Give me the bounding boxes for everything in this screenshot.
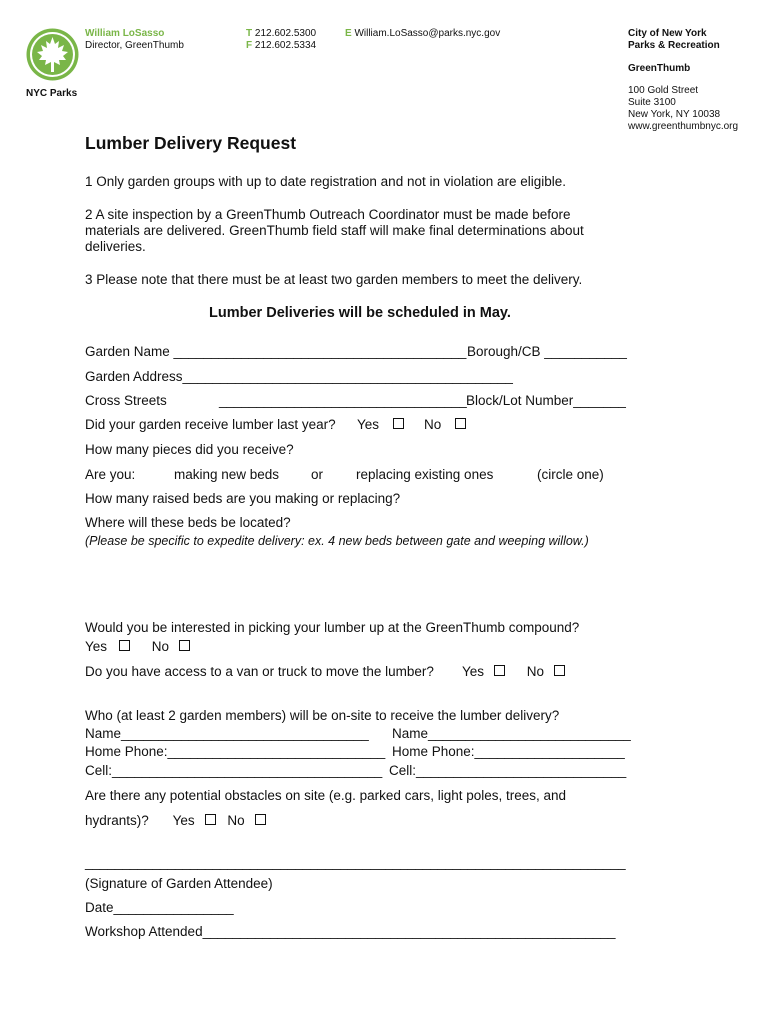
pickup-options[interactable] — [85, 639, 190, 655]
no-label: No — [151, 639, 170, 654]
checkbox[interactable] — [119, 640, 130, 651]
member1-name-field[interactable]: Name_________________________________ — [85, 726, 369, 741]
checkbox[interactable] — [255, 814, 266, 825]
rule-3: 3 Please note that there must be at least two garden members to meet the delivery. — [85, 272, 583, 287]
van-options[interactable] — [462, 664, 565, 680]
member1-phone-field[interactable]: Home Phone:_____________________________ — [85, 744, 386, 759]
address-line2: Suite 3100 — [628, 97, 676, 108]
member2-name-field[interactable]: Name___________________________ — [392, 726, 631, 741]
yes-label: Yes — [462, 664, 485, 679]
garden-name-field[interactable]: Garden Name _______________________________________ — [85, 344, 467, 359]
checkbox[interactable] — [179, 640, 190, 651]
contact-title: Director, GreenThumb — [85, 40, 184, 51]
checkbox[interactable] — [393, 418, 404, 429]
no-label: No — [526, 664, 545, 679]
cross-streets-label: Cross Streets — [85, 393, 167, 408]
no-label: No — [227, 813, 245, 828]
option-or: or — [311, 467, 324, 482]
email-line — [345, 28, 500, 40]
checkbox[interactable] — [554, 665, 565, 676]
checkbox[interactable] — [494, 665, 505, 676]
workshop-field[interactable]: Workshop Attended_______________________________________________________ — [85, 924, 616, 939]
address-line1: 100 Gold Street — [628, 85, 699, 96]
checkbox[interactable] — [455, 418, 466, 429]
phone-number: 212.602.5300 — [254, 28, 317, 39]
block-lot-field[interactable]: Block/Lot Number_______ — [466, 393, 626, 408]
website[interactable]: www.greenthumbnyc.org — [628, 121, 739, 132]
logo-label: NYC Parks — [26, 88, 78, 99]
date-field[interactable]: Date________________ — [85, 900, 234, 915]
address-line3: New York, NY 10038 — [628, 109, 721, 120]
yes-label: Yes — [357, 417, 380, 432]
lumber-last-year-yes[interactable] — [357, 417, 404, 433]
signature-label: (Signature of Garden Attendee) — [85, 876, 273, 891]
circle-one-hint: (circle one) — [537, 467, 604, 482]
member2-cell-field[interactable]: Cell:____________________________ — [389, 763, 627, 778]
checkbox[interactable] — [205, 814, 216, 825]
page-title: Lumber Delivery Request — [85, 133, 297, 153]
member1-cell-field[interactable]: Cell:____________________________________ — [85, 763, 383, 778]
signature-field[interactable]: ________________________________________________________________________ — [85, 855, 626, 870]
rule-2: 2 A site inspection by a GreenThumb Outreach Coordinator must be made before materials are delivered. GreenThumb field staff will make final determinations about deliveries. — [85, 207, 584, 254]
pieces-question: How many pieces did you receive? — [85, 442, 294, 457]
org-unit: GreenThumb — [628, 63, 691, 74]
org-line2: Parks & Recreation — [628, 40, 720, 51]
fax-number: 212.602.5334 — [254, 40, 317, 51]
option-making-new[interactable]: making new beds — [174, 467, 280, 482]
phone-line — [246, 28, 316, 40]
email-address[interactable]: William.LoSasso@parks.nyc.gov — [354, 28, 501, 39]
fax-line — [246, 40, 316, 52]
obstacles-question-cont: hydrants)? — [85, 813, 149, 828]
schedule-note: Lumber Deliveries will be scheduled in May. — [209, 305, 511, 321]
fax-prefix: F — [246, 40, 253, 51]
location-hint: (Please be specific to expedite delivery: ex. 4 new beds between gate and weeping willow.) — [85, 534, 589, 548]
yes-label: Yes — [172, 813, 195, 828]
email-prefix: E — [345, 28, 352, 39]
van-question: Do you have access to a van or truck to move the lumber? — [85, 664, 434, 679]
beds-question: How many raised beds are you making or replacing? — [85, 491, 401, 506]
phone-prefix: T — [246, 28, 253, 39]
no-label: No — [424, 417, 442, 432]
onsite-question: Who (at least 2 garden members) will be on-site to receive the lumber delivery? — [85, 708, 560, 723]
cross-streets-field[interactable]: _________________________________ — [219, 393, 467, 408]
yes-label: Yes — [85, 639, 108, 654]
pickup-question: Would you be interested in picking your lumber up at the GreenThumb compound? — [85, 620, 580, 635]
nyc-parks-logo — [24, 26, 81, 83]
member2-phone-field[interactable]: Home Phone:____________________ — [392, 744, 625, 759]
contact-name: William LoSasso — [85, 28, 165, 39]
obstacles-line2 — [85, 813, 266, 829]
org-line1: City of New York — [628, 28, 707, 39]
lumber-last-year-question: Did your garden receive lumber last year? — [85, 417, 336, 432]
borough-field[interactable]: Borough/CB ___________ — [467, 344, 627, 359]
rule-1: 1 Only garden groups with up to date registration and not in violation are eligible. — [85, 174, 567, 189]
are-you-label: Are you: — [85, 467, 136, 482]
option-replacing[interactable]: replacing existing ones — [356, 467, 494, 482]
lumber-last-year-no[interactable] — [424, 417, 466, 433]
garden-address-field[interactable]: Garden Address____________________________________________ — [85, 369, 513, 384]
maple-leaf-icon — [24, 26, 81, 83]
location-question: Where will these beds be located? — [85, 515, 291, 530]
obstacles-question: Are there any potential obstacles on site (e.g. parked cars, light poles, trees, and — [85, 788, 567, 803]
